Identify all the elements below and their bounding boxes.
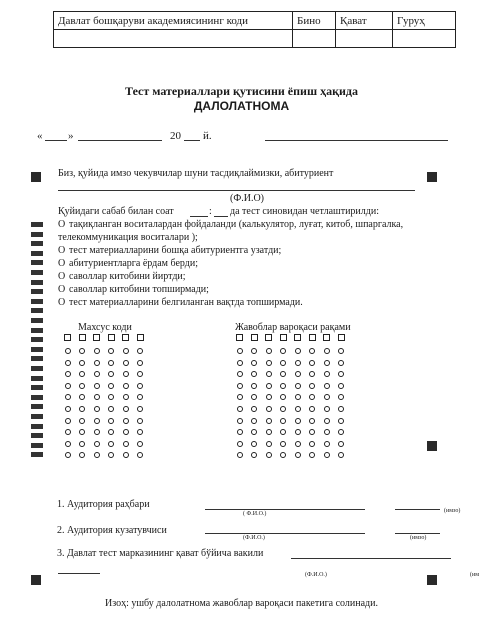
year-prefix: 20 [170,130,181,142]
digit-bubble[interactable] [251,383,257,389]
digit-bubble[interactable] [65,441,71,447]
list-item-bullet[interactable]: O [58,219,66,230]
fio-label: (Ф.И.О) [230,193,265,204]
digit-bubble[interactable] [266,383,272,389]
digit-bubble[interactable] [237,394,243,400]
digit-bubble[interactable] [65,418,71,424]
rep-signature-field[interactable] [58,573,100,574]
digit-bubble[interactable] [309,418,315,424]
digit-bubble[interactable] [79,406,85,412]
digit-bubble[interactable] [65,394,71,400]
digit-bubble[interactable] [309,348,315,354]
list-item-bullet[interactable]: O [58,245,66,256]
answer-sheet-label: Жавоблар вароқаси рақами [235,322,351,333]
timing-mark [31,433,43,438]
timing-mark [31,376,43,381]
digit-bubble[interactable] [237,383,243,389]
digit-bubble[interactable] [266,452,272,458]
observer-signature-field[interactable] [395,533,440,534]
digit-bubble[interactable] [338,429,344,435]
digit-bubble[interactable] [309,394,315,400]
digit-bubble[interactable] [251,406,257,412]
digit-bubble[interactable] [324,348,330,354]
digit-bubble[interactable] [94,360,100,366]
digit-box[interactable] [137,334,144,341]
timing-mark [31,424,43,429]
rep-name-field[interactable] [291,558,451,559]
digit-bubble[interactable] [309,360,315,366]
date-close-quote: » [68,130,74,142]
digit-bubble[interactable] [280,348,286,354]
digit-bubble[interactable] [309,383,315,389]
digit-bubble[interactable] [295,371,301,377]
digit-bubble[interactable] [65,348,71,354]
digit-bubble[interactable] [108,441,114,447]
timing-mark [31,414,43,419]
digit-bubble[interactable] [137,406,143,412]
digit-bubble[interactable] [295,383,301,389]
digit-bubble[interactable] [237,418,243,424]
digit-bubble[interactable] [237,441,243,447]
date-open-quote: « [37,130,43,142]
timing-mark [31,232,43,237]
digit-bubble[interactable] [295,418,301,424]
digit-bubble[interactable] [280,452,286,458]
digit-bubble[interactable] [94,418,100,424]
digit-bubble[interactable] [324,429,330,435]
year-field[interactable] [184,140,200,141]
list-item: телекоммуникация воситалари ); [58,232,198,243]
digit-bubble[interactable] [108,452,114,458]
digit-bubble[interactable] [280,383,286,389]
digit-bubble[interactable] [251,371,257,377]
digit-bubble[interactable] [108,406,114,412]
digit-bubble[interactable] [295,360,301,366]
hour-field[interactable] [190,216,208,217]
digit-bubble[interactable] [108,371,114,377]
reason-sep: : [209,206,212,217]
building-label: Бино [293,12,336,30]
footer-note: Изоҳ: ушбу далолатнома жавоблар вароқаси пакетига солинади. [104,598,379,609]
digit-bubble[interactable] [309,406,315,412]
digit-bubble[interactable] [338,371,344,377]
digit-bubble[interactable] [137,383,143,389]
digit-bubble[interactable] [94,394,100,400]
observer-name-field[interactable] [205,533,365,534]
digit-bubble[interactable] [94,371,100,377]
timing-mark [31,347,43,352]
timing-mark [31,395,43,400]
timing-mark [31,404,43,409]
digit-bubble[interactable] [108,360,114,366]
timing-mark [31,443,43,448]
digit-bubble[interactable] [94,452,100,458]
digit-bubble[interactable] [280,406,286,412]
digit-bubble[interactable] [280,441,286,447]
reason-suffix: да тест синовидан четлаштирилди: [230,206,379,217]
place-field[interactable] [265,140,448,141]
digit-bubble[interactable] [137,452,143,458]
month-field[interactable] [78,140,162,141]
digit-bubble[interactable] [237,348,243,354]
digit-bubble[interactable] [251,394,257,400]
building-cell[interactable] [293,30,336,48]
registration-mark-bottom-right [427,575,437,585]
rep-label: 3. Давлат тест марказининг қават бўйича вакили [57,548,264,559]
digit-bubble[interactable] [79,429,85,435]
head-signature-field[interactable] [395,509,440,510]
digit-bubble[interactable] [94,406,100,412]
digit-box[interactable] [64,334,71,341]
digit-bubble[interactable] [295,348,301,354]
digit-box[interactable] [280,334,287,341]
digit-box[interactable] [251,334,258,341]
digit-bubble[interactable] [65,371,71,377]
digit-bubble[interactable] [123,452,129,458]
digit-bubble[interactable] [137,429,143,435]
reason-prefix: Қуйидаги сабаб билан соат [58,206,174,217]
digit-bubble[interactable] [237,360,243,366]
timing-mark [31,337,43,342]
header-table [53,11,456,48]
head-fio-caption: ( Ф.И.О.) [243,511,267,517]
digit-bubble[interactable] [94,383,100,389]
list-item: тест материалларини бошқа абитуриентга узатди; [69,245,282,256]
digit-bubble[interactable] [251,348,257,354]
floor-label: Қават [336,12,393,30]
digit-bubble[interactable] [324,371,330,377]
digit-bubble[interactable] [251,452,257,458]
observer-fio-caption: (Ф.И.О.) [243,535,265,541]
digit-bubble[interactable] [108,429,114,435]
digit-bubble[interactable] [251,441,257,447]
digit-bubble[interactable] [338,452,344,458]
digit-bubble[interactable] [237,371,243,377]
digit-bubble[interactable] [123,441,129,447]
digit-bubble[interactable] [79,441,85,447]
digit-bubble[interactable] [280,371,286,377]
digit-box[interactable] [236,334,243,341]
digit-bubble[interactable] [295,394,301,400]
digit-box[interactable] [338,334,345,341]
digit-bubble[interactable] [79,394,85,400]
registration-mark-bottom-left [31,575,41,585]
timing-mark [31,241,43,246]
observer-sign-caption: (имзо) [410,535,427,541]
digit-bubble[interactable] [324,452,330,458]
timing-mark [31,356,43,361]
digit-bubble[interactable] [338,406,344,412]
digit-bubble[interactable] [137,418,143,424]
observer-label: 2. Аудитория кузатувчиси [57,525,167,536]
timing-mark [31,308,43,313]
head-sign-caption: (имзо) [444,508,461,514]
timing-mark [31,299,43,304]
digit-bubble[interactable] [280,418,286,424]
list-item-bullet[interactable]: O [58,258,66,269]
timing-mark [31,452,43,457]
page-title: Тест материаллари қутисини ёпиш ҳақида [125,84,358,98]
group-cell[interactable] [393,30,456,48]
digit-bubble[interactable] [251,418,257,424]
digit-bubble[interactable] [266,371,272,377]
digit-bubble[interactable] [266,406,272,412]
list-item-bullet[interactable]: O [58,271,66,282]
digit-bubble[interactable] [338,360,344,366]
digit-bubble[interactable] [123,394,129,400]
digit-box[interactable] [265,334,272,341]
digit-bubble[interactable] [108,348,114,354]
digit-box[interactable] [93,334,100,341]
timing-mark [31,328,43,333]
digit-bubble[interactable] [338,418,344,424]
digit-box[interactable] [294,334,301,341]
digit-bubble[interactable] [280,429,286,435]
digit-bubble[interactable] [79,452,85,458]
timing-mark [31,385,43,390]
digit-bubble[interactable] [324,418,330,424]
digit-bubble[interactable] [266,429,272,435]
timing-mark [31,251,43,256]
timing-mark [31,366,43,371]
digit-bubble[interactable] [338,441,344,447]
applicant-name-field[interactable] [58,190,415,191]
digit-box[interactable] [122,334,129,341]
head-label: 1. Аудитория раҳбари [57,499,150,510]
timing-mark [31,289,43,294]
digit-bubble[interactable] [94,441,100,447]
list-item: тақиқланган воситалардан фойдаланди (калькулятор, луғат, китоб, шпаргалка, [69,219,404,230]
digit-bubble[interactable] [309,441,315,447]
digit-bubble[interactable] [338,348,344,354]
floor-cell[interactable] [336,30,393,48]
timing-mark [31,318,43,323]
digit-bubble[interactable] [280,360,286,366]
digit-bubble[interactable] [79,383,85,389]
digit-bubble[interactable] [309,371,315,377]
digit-box[interactable] [323,334,330,341]
registration-mark-top-right [427,172,437,182]
digit-bubble[interactable] [280,394,286,400]
digit-bubble[interactable] [108,394,114,400]
rep-fio-caption: (Ф.И.О.) [305,572,327,578]
digit-box[interactable] [79,334,86,341]
digit-bubble[interactable] [123,383,129,389]
digit-bubble[interactable] [237,429,243,435]
digit-bubble[interactable] [324,441,330,447]
digit-bubble[interactable] [237,406,243,412]
digit-bubble[interactable] [65,429,71,435]
digit-bubble[interactable] [137,371,143,377]
digit-bubble[interactable] [65,383,71,389]
rep-sign-caption: (им [470,572,480,578]
digit-bubble[interactable] [266,360,272,366]
digit-bubble[interactable] [79,418,85,424]
digit-bubble[interactable] [79,360,85,366]
digit-bubble[interactable] [266,441,272,447]
code-label: Давлат бошқаруви академиясининг коди [54,12,293,30]
digit-bubble[interactable] [79,348,85,354]
digit-bubble[interactable] [295,429,301,435]
digit-bubble[interactable] [123,429,129,435]
special-code-label: Махсус коди [78,322,132,333]
digit-bubble[interactable] [324,383,330,389]
digit-bubble[interactable] [324,394,330,400]
list-item-bullet[interactable]: O [58,297,66,308]
digit-bubble[interactable] [309,452,315,458]
group-label: Гуруҳ [393,12,456,30]
digit-bubble[interactable] [324,360,330,366]
digit-bubble[interactable] [251,360,257,366]
registration-mark-mid-right [427,441,437,451]
digit-bubble[interactable] [338,394,344,400]
digit-bubble[interactable] [295,406,301,412]
digit-bubble[interactable] [94,429,100,435]
digit-bubble[interactable] [237,452,243,458]
digit-bubble[interactable] [79,371,85,377]
digit-bubble[interactable] [324,406,330,412]
digit-bubble[interactable] [137,441,143,447]
digit-bubble[interactable] [266,394,272,400]
timing-mark [31,270,43,275]
digit-bubble[interactable] [137,348,143,354]
page-subtitle: ДАЛОЛАТНОМА [193,99,290,113]
digit-bubble[interactable] [266,418,272,424]
digit-bubble[interactable] [94,348,100,354]
digit-bubble[interactable] [123,348,129,354]
digit-bubble[interactable] [65,360,71,366]
registration-mark-top-left [31,172,41,182]
list-item: саволлар китобини йиртди; [69,271,186,282]
digit-bubble[interactable] [123,371,129,377]
timing-mark [31,260,43,265]
digit-bubble[interactable] [108,383,114,389]
digit-box[interactable] [309,334,316,341]
list-item: абитуриентларга ёрдам берди; [69,258,198,269]
intro-text: Биз, қуйида имзо чекувчилар шуни тасдиқлаймизки, абитуриент [58,168,334,179]
timing-mark [31,280,43,285]
head-name-field[interactable] [205,509,365,510]
digit-bubble[interactable] [266,348,272,354]
digit-bubble[interactable] [251,429,257,435]
list-item: тест материалларини белгиланган вақтда топширмади. [69,297,303,308]
year-suffix: й. [203,130,212,142]
digit-bubble[interactable] [137,394,143,400]
digit-bubble[interactable] [108,418,114,424]
list-item-bullet[interactable]: O [58,284,66,295]
code-cell[interactable] [54,30,293,48]
list-item: саволлар китобини топширмади; [69,284,209,295]
digit-bubble[interactable] [295,452,301,458]
digit-bubble[interactable] [309,429,315,435]
digit-bubble[interactable] [295,441,301,447]
digit-bubble[interactable] [65,406,71,412]
digit-bubble[interactable] [123,406,129,412]
digit-bubble[interactable] [338,383,344,389]
digit-box[interactable] [108,334,115,341]
day-field[interactable] [45,140,67,141]
timing-mark [31,222,43,227]
digit-bubble[interactable] [65,452,71,458]
minute-field[interactable] [214,216,228,217]
digit-bubble[interactable] [137,360,143,366]
digit-bubble[interactable] [123,418,129,424]
digit-bubble[interactable] [123,360,129,366]
